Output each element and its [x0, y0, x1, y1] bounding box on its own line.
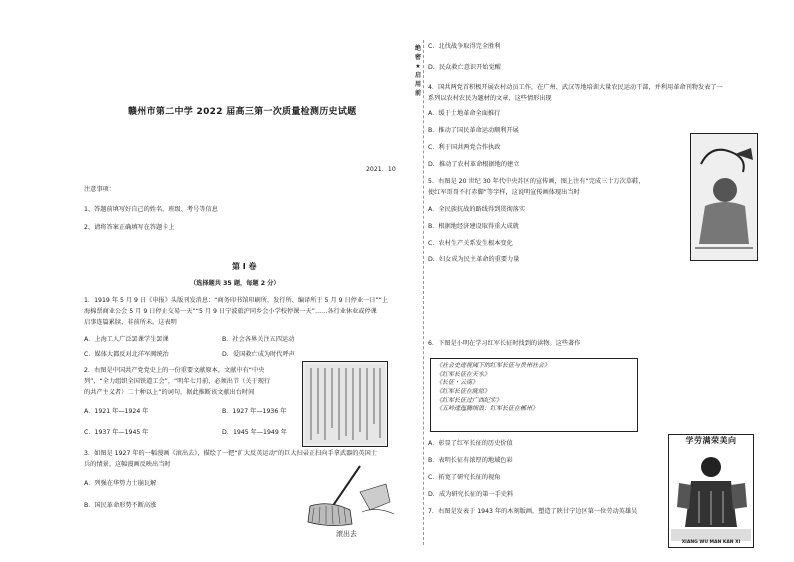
q1-option-a[interactable]: A．上海工人广泛罢课学生罢课 [84, 336, 169, 343]
q6-option-c[interactable]: C．拓宽了研究长征的视角 [428, 474, 501, 481]
q6-book-title: 《红军长征过广西纪实》 [436, 396, 503, 404]
q3-figure-label: 滚出去 [336, 530, 357, 538]
side-label-char: 绝 [414, 45, 421, 52]
q3-option-c[interactable]: C．北伐战争取得完全胜利 [428, 43, 501, 50]
q2-option-b[interactable]: B．1927 年—1936 年 [222, 408, 287, 415]
q7-stem-line: 7．右图是发表于 1943 年的木刻版画，塑造了陕甘宁边区第一位劳动英雄吴 [428, 508, 638, 515]
q3-cartoon-figure [290, 462, 398, 530]
q1-option-d[interactable]: D．爱国救亡成为时代呼声 [222, 351, 295, 358]
notice-item: 1、答题前填写好自己的姓名、班级、考号等信息 [84, 206, 218, 213]
q6-option-d[interactable]: D．成为研究长征的第一手史料 [428, 491, 514, 498]
q6-option-a[interactable]: A．彰显了红军长征的历史价值 [428, 440, 513, 447]
broom-cartoon-image [290, 462, 398, 530]
q1-stem-line: 启事连篇累牍，非前所未。这表明 [84, 319, 177, 326]
q4-stem-line: 系列以农村农民为题材的文章，这些情形出现 [428, 95, 552, 102]
q6-book-title: 《红军长征在陇原》 [436, 388, 491, 396]
q2-option-a[interactable]: A．1921 年—1924 年 [84, 408, 149, 415]
q4-option-b[interactable]: B．推动了国民革命运动顺利开展 [428, 127, 519, 134]
exam-date: 2021．10 [366, 166, 396, 173]
q2-stem-line: 列”，“全力组织全国铁道工会”，“明年七月前，必须出节（关于现行 [84, 378, 271, 385]
q5-stem-line: 5．右图是 20 世纪 30 年代中央苏区的宣传画，图上注有“完成三十万次草鞋， [428, 178, 645, 185]
q1-option-c[interactable]: C．媒体大都反对北洋军阀统治 [84, 351, 169, 358]
q3-stem-line: 3．如图是 1927 年的一幅漫画《滚出去》，描绘了一把“扩大反英运动”的巨大扫帚正扫向手拿武器的英国士 [84, 450, 377, 457]
q4-option-a[interactable]: A．缓于土地革命全面推行 [428, 110, 501, 117]
q4-option-c[interactable]: C．利于国共两党合作执政 [428, 144, 501, 151]
q5-option-b[interactable]: B．根据地经济建设取得重大成就 [428, 223, 519, 230]
woodcut-image [669, 447, 753, 543]
side-label [414, 44, 422, 98]
notice-item: 2、请将答案正确填写在答题卡上 [84, 224, 175, 231]
section-subtitle: （选择题共 35 题，每题 2 分） [190, 280, 280, 287]
q5-option-d[interactable]: D．妇女成为民主革命的重要力量 [428, 256, 520, 263]
q3-option-b[interactable]: B．国民革命形势不断高涨 [84, 502, 157, 509]
q7-figure-banner: 学劳满荣美向 [685, 436, 737, 445]
side-label-char: ★ [415, 63, 421, 70]
q2-option-c[interactable]: C．1937 年—1945 年 [84, 429, 149, 436]
q6-option-b[interactable]: B．表明长征有浓厚的地域色彩 [428, 457, 513, 464]
poster-image [691, 134, 757, 260]
q6-stem-line: 6．下图是小明在学习红军长征时找到的读物。这些著作 [428, 340, 581, 347]
q1-stem-line: 1．1919 年 5 月 9 日《申报》头版刊发消息：“商务印书馆印刷所、发行所、编译所于 5 月 9 日停业一日”“上 [84, 297, 389, 304]
q7-figure-caption: XIANG WU MAN KAN XI [681, 540, 741, 546]
side-label-char: 启 [414, 72, 421, 79]
q2-document-figure [302, 361, 388, 447]
q3-stem-line: 兵的情景。这幅漫画反映出当时 [84, 461, 171, 468]
q5-option-c[interactable]: C．农村生产关系发生根本变化 [428, 240, 513, 247]
q2-option-d[interactable]: D．1945 年—1949 年 [222, 429, 287, 436]
section-title: 第 I 卷 [232, 262, 257, 271]
q4-stem-line: 4．国共两党首积极开展农村动员工作，在广州、武汉等地培训大量农民运动干部，并利用革命刊物发表了一 [428, 84, 723, 91]
document-image [303, 362, 387, 446]
q7-woodcut-figure [668, 434, 754, 548]
q6-book-title: 《红军长征在天水》 [436, 370, 491, 378]
q5-poster-figure [690, 133, 758, 261]
q6-book-title: 《五岭逶迤腾细浪：红军长征在郴州》 [436, 405, 539, 413]
q2-stem-line: 的共产主义者）二十种以上”的词句，据此推断该文献出台时间 [84, 389, 255, 396]
q5-stem-line: 使红军哥哥不打赤脚”等字样，这说明宣传画体现出当时 [428, 189, 580, 196]
side-label-char: 用 [414, 81, 421, 88]
side-label-char: 密 [414, 54, 421, 61]
q5-option-a[interactable]: A．全民族抗战的路线得到贯彻落实 [428, 206, 526, 213]
q4-option-d[interactable]: D．推动了农村革命根据地的建立 [428, 161, 520, 168]
q3-option-a[interactable]: A．列强在华势力土崩瓦解 [84, 480, 157, 487]
side-label-char: 前 [414, 90, 421, 97]
q1-stem-line: 海棉票商业公会 5 月 9 日停止交易一天”“5 月 9 日宁波旅沪同乡会小学校停课一天”……各行业休业或停课 [84, 308, 377, 315]
notice-heading: 注意事项： [84, 186, 115, 193]
q6-book-title: 《长征・云南》 [436, 379, 479, 387]
column-divider [423, 40, 424, 545]
exam-title: 赣州市第二中学 2022 届高三第一次质量检测历史试题 [128, 107, 357, 117]
q6-book-title: 《社会史迹视阈下的红军长征与贵州社会》 [436, 362, 551, 369]
q1-option-b[interactable]: B．社会各界关注五四运动 [222, 336, 295, 343]
q3-option-d[interactable]: D．民众救亡意识开始觉醒 [428, 64, 501, 71]
q2-stem-line: 2．右图是中国共产党党史上的一份重要文献原本，文献中有“中央 [84, 367, 265, 374]
q6-book-list [430, 358, 638, 432]
